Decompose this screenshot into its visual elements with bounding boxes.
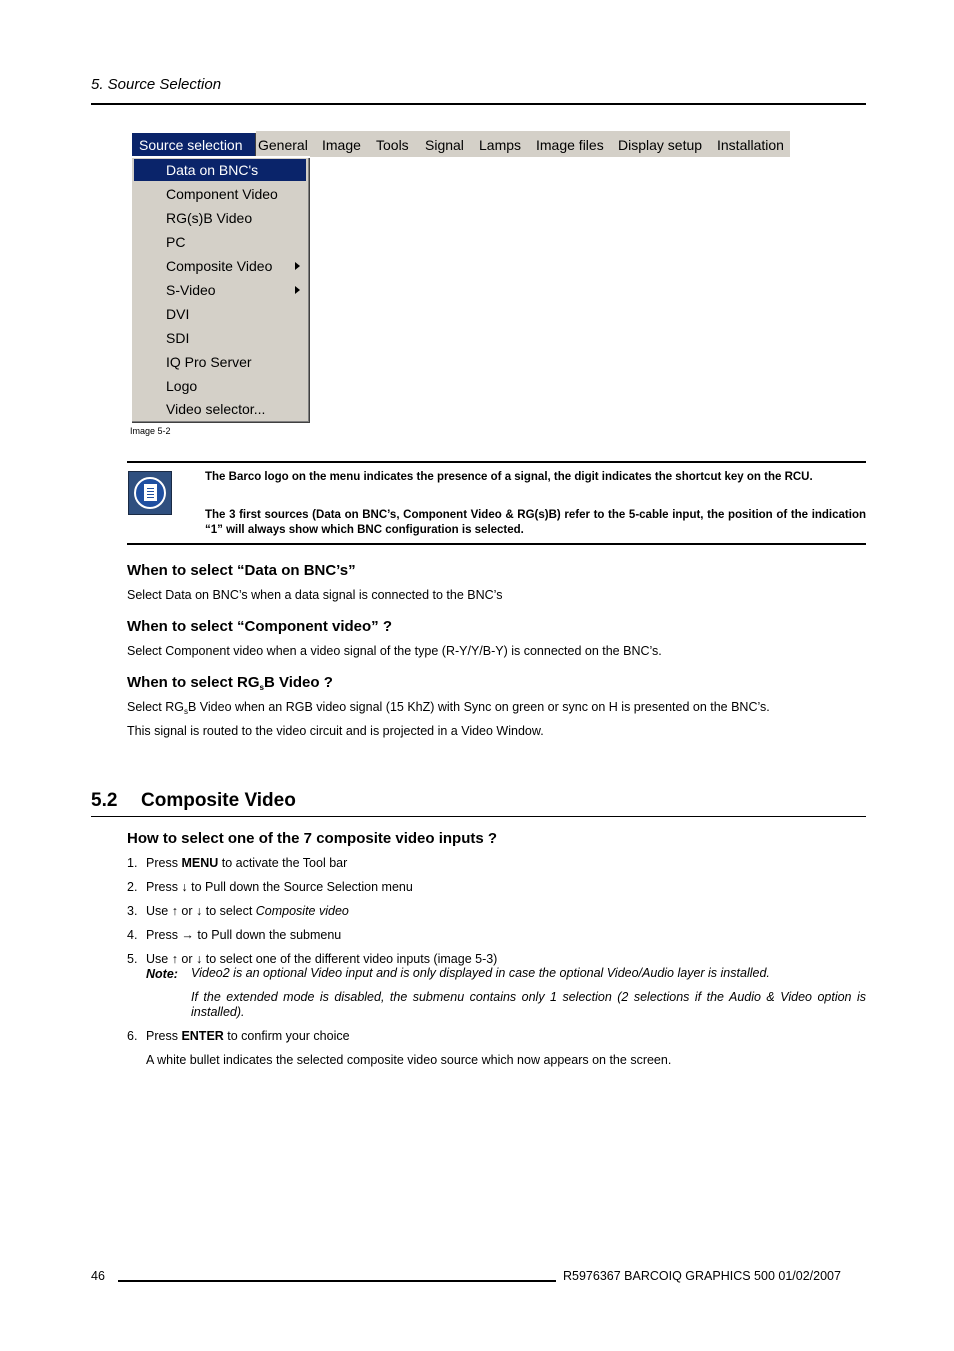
source-dropdown-menu <box>130 156 310 423</box>
footer-rule <box>118 1280 556 1282</box>
submenu-arrow-icon <box>295 262 300 270</box>
menu-bar-item-image[interactable]: Image <box>322 137 361 153</box>
menu-item-pc[interactable]: PC <box>166 234 186 250</box>
notice-bottom-rule <box>127 543 866 545</box>
section-heading-composite-video: 5.2 Composite Video <box>91 790 296 811</box>
notice-top-rule <box>127 461 866 463</box>
menu-item-composite-video[interactable]: Composite Video <box>134 255 306 277</box>
text-rgsb-routing: This signal is routed to the video circuit and is projected in a Video Window. <box>127 724 544 738</box>
chapter-header: 5. Source Selection <box>91 76 222 93</box>
step-2: 2. Press ↓ to Pull down the Source Selection menu <box>127 880 413 894</box>
heading-data-on-bncs: When to select “Data on BNC’s” <box>127 562 356 579</box>
menu-bar-item-general[interactable]: General <box>258 137 308 153</box>
menu-bar <box>130 131 790 157</box>
menu-bar-item-source-selection[interactable]: Source selection <box>130 131 256 157</box>
menu-bar-item-display-setup[interactable]: Display setup <box>618 137 703 153</box>
note-paragraph-2: If the extended mode is disabled, the submenu contains only 1 selection (2 selections if the Audio & Video option is installed). <box>191 990 866 1019</box>
menu-bar-item-tools[interactable]: Tools <box>376 137 409 153</box>
step-3: 3. Use ↑ or ↓ to select Composite video <box>127 904 349 918</box>
submenu-arrow-icon <box>295 286 300 294</box>
menu-item-video-selector[interactable]: Video selector... <box>166 401 266 417</box>
step-1: 1. Press MENU to activate the Tool bar <box>127 856 348 870</box>
note-label: Note: <box>146 967 178 981</box>
menu-bar-item-lamps[interactable]: Lamps <box>479 137 522 153</box>
menu-item-s-video[interactable]: S-Video <box>134 279 306 301</box>
step-6: 6. Press ENTER to confirm your choice <box>127 1029 350 1043</box>
heading-how-to-select: How to select one of the 7 composite video inputs ? <box>127 830 498 847</box>
document-reference: R5976367 BARCOIQ GRAPHICS 500 01/02/2007 <box>563 1269 841 1283</box>
text-rgsb-video: Select $RG_sB$ Video when an RGB video signal (15 KhZ) with Sync on green or sync on H is presented on the BNC’s. <box>127 700 770 716</box>
menu-bar-item-image-files[interactable]: Image files <box>536 137 604 153</box>
step-5: 5. Use ↑ or ↓ to select one of the different video inputs (image 5-3) <box>127 952 498 966</box>
image-caption: Image 5-2 <box>130 426 171 436</box>
menu-item-sdi[interactable]: SDI <box>166 330 190 346</box>
section-rule <box>91 816 866 817</box>
menu-bar-item-installation[interactable]: Installation <box>717 137 784 153</box>
menu-item-data-on-bncs[interactable]: Data on BNC's <box>134 159 306 181</box>
menu-item-logo[interactable]: Logo <box>166 378 198 394</box>
header-rule <box>91 103 866 105</box>
step-4: 4. Press → to Pull down the submenu <box>127 928 342 942</box>
info-document-icon <box>128 471 172 515</box>
heading-component-video: When to select “Component video” ? <box>127 618 393 635</box>
heading-rgsb-video: When to select $RG_sB$ Video ? <box>127 674 333 692</box>
text-component-video: Select Component video when a video signal of the type (R-Y/Y/B-Y) is connected on the BNC’s. <box>127 644 662 658</box>
note-paragraph-1: Video2 is an optional Video input and is only displayed in case the optional Video/Audio layer is installed. <box>191 966 770 980</box>
notice-paragraph-1: The Barco logo on the menu indicates the presence of a signal, the digit indicates the shortcut key on the RCU. <box>205 471 813 483</box>
menu-item-dvi[interactable]: DVI <box>166 306 190 322</box>
notice-paragraph-2: The 3 first sources (Data on BNC’s, Component Video & RG(s)B) refer to the 5-cable input, the position of the indication “1” will always show which BNC configuration is selected. <box>205 509 866 536</box>
text-data-on-bncs: Select Data on BNC’s when a data signal is connected to the BNC’s <box>127 588 503 602</box>
menu-bar-item-signal[interactable]: Signal <box>425 137 464 153</box>
final-text: A white bullet indicates the selected composite video source which now appears on the screen. <box>146 1053 672 1067</box>
page-number: 46 <box>91 1269 105 1283</box>
menu-item-rgsb-video[interactable]: RG(s)B Video <box>166 210 253 226</box>
menu-item-iq-pro-server[interactable]: IQ Pro Server <box>166 354 252 370</box>
menu-item-component-video[interactable]: Component Video <box>166 186 278 202</box>
